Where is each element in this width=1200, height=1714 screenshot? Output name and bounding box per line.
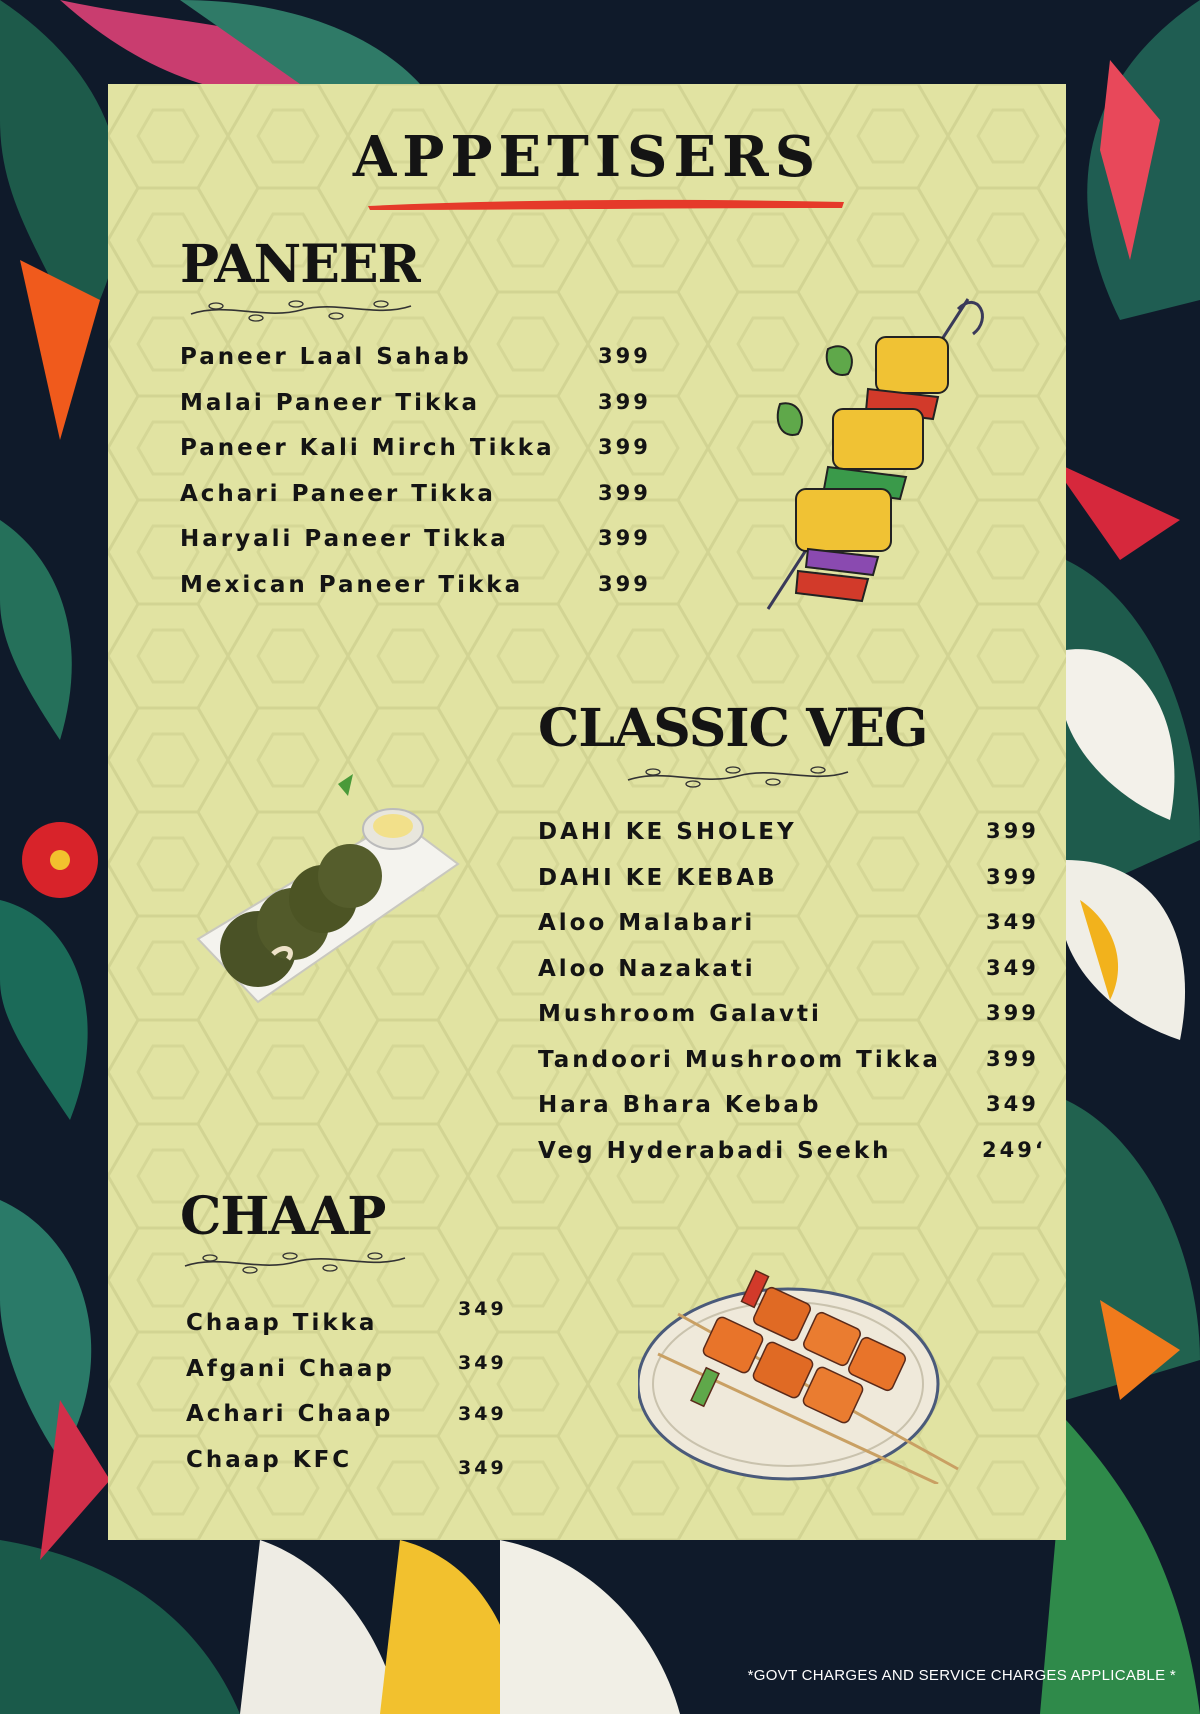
item-price: 349 — [986, 1092, 1039, 1116]
item-name: Afgani Chaap — [186, 1355, 395, 1382]
charges-footnote: *GOVT CHARGES AND SERVICE CHARGES APPLICABLE * — [747, 1667, 1176, 1684]
item-name: Chaap KFC — [186, 1446, 353, 1473]
item-name: Achari Chaap — [186, 1401, 394, 1427]
list-item — [538, 910, 1058, 956]
list-item — [538, 1092, 1058, 1138]
item-name: Aloo Malabari — [538, 910, 756, 936]
item-price: 399 — [598, 344, 651, 368]
item-price: 349 — [458, 1403, 507, 1425]
item-price: 249‘ — [982, 1137, 1046, 1162]
item-name: Mushroom Galavti — [538, 1001, 822, 1027]
list-item — [180, 344, 680, 390]
item-price: 399 — [986, 1001, 1039, 1025]
item-price: 349 — [986, 955, 1039, 980]
leaf-swirl-icon — [186, 296, 416, 324]
section-heading-chaap: CHAAP — [180, 1186, 386, 1247]
list-item — [186, 1447, 506, 1493]
item-name: Paneer Kali Mirch Tikka — [180, 435, 555, 461]
list-item — [180, 435, 680, 481]
section-heading-paneer: PANEER — [180, 234, 420, 295]
list-item — [538, 1001, 1058, 1047]
list-item — [180, 526, 680, 572]
item-price: 399 — [986, 1046, 1039, 1071]
list-item — [538, 865, 1058, 911]
leaf-swirl-icon — [623, 762, 853, 790]
section-heading-classic-veg: CLASSIC VEG — [538, 698, 928, 759]
item-name: Hara Bhara Kebab — [538, 1092, 822, 1118]
item-price: 399 — [986, 819, 1039, 843]
item-price: 399 — [986, 864, 1039, 889]
item-name: Mexican Paneer Tikka — [180, 571, 524, 598]
menu-title: APPETISERS — [352, 124, 822, 190]
list-item — [186, 1351, 507, 1402]
list-item — [180, 572, 680, 618]
list-item — [538, 1138, 1058, 1184]
item-name: Aloo Nazakati — [538, 955, 756, 982]
item-name: Tandoori Mushroom Tikka — [538, 1046, 941, 1073]
item-price: 399 — [598, 571, 651, 596]
title-underline — [366, 194, 846, 214]
tikka-platter-illustration — [638, 1244, 978, 1484]
paneer-item-list — [180, 344, 680, 617]
item-name: Achari Paneer Tikka — [180, 480, 496, 507]
item-price: 349 — [458, 1456, 507, 1479]
item-name: Paneer Laal Sahab — [180, 344, 472, 370]
list-item — [186, 1298, 507, 1356]
item-price: 399 — [598, 435, 651, 459]
item-price: 399 — [598, 480, 651, 505]
list-item — [186, 1401, 506, 1447]
item-price: 399 — [598, 526, 651, 550]
list-item — [538, 956, 1058, 1002]
list-item — [180, 390, 680, 436]
item-name: DAHI KE SHOLEY — [538, 819, 797, 845]
item-price: 349 — [986, 910, 1039, 934]
hara-bhara-kebab-plate-illustration — [178, 744, 478, 1044]
classic-veg-item-list — [538, 819, 1058, 1183]
item-name: Malai Paneer Tikka — [180, 389, 481, 416]
item-price: 349 — [458, 1298, 507, 1320]
menu-panel — [108, 84, 1066, 1540]
leaf-swirl-icon — [180, 1248, 410, 1276]
item-price: 349 — [458, 1351, 507, 1374]
paneer-skewer-illustration — [728, 279, 988, 619]
chaap-item-list — [186, 1298, 507, 1492]
item-name: Chaap Tikka — [186, 1310, 378, 1336]
item-name: Haryali Paneer Tikka — [180, 526, 509, 552]
list-item — [538, 1047, 1058, 1093]
list-item — [180, 481, 680, 527]
item-name: DAHI KE KEBAB — [538, 864, 778, 891]
list-item — [538, 819, 1058, 865]
item-price: 399 — [598, 389, 651, 414]
item-name: Veg Hyderabadi Seekh — [538, 1137, 892, 1164]
